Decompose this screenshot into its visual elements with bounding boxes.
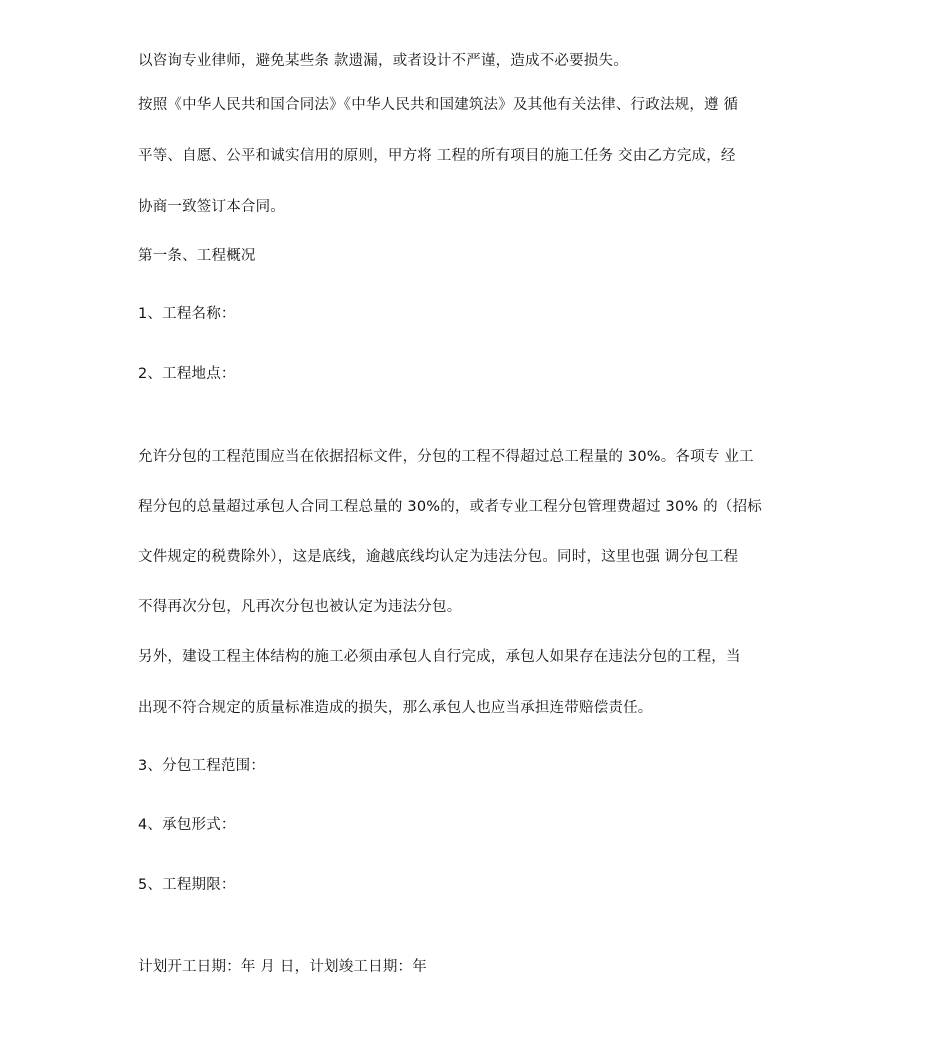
- field-label: 2、工程地点：: [138, 366, 236, 382]
- paragraph-line: 出现不符合规定的质量标准造成的损失，那么承包人也应当承担连带赔偿责任。: [138, 700, 653, 716]
- section-heading: 第一条、工程概况: [138, 248, 256, 264]
- paragraph-line: 按照《中华人民共和国合同法》《中华人民共和国建筑法》及其他有关法律、行政法规，遵 循: [138, 97, 739, 113]
- schedule-line: 计划开工日期：年 月 日，计划竣工日期：年: [138, 959, 427, 975]
- paragraph-line: 平等、自愿、公平和诚实信用的原则，甲方将 工程的所有项目的施工任务 交由乙方完成，经: [138, 148, 736, 164]
- paragraph-line: 协商一致签订本合同。: [138, 199, 285, 215]
- paragraph-line: 文件规定的税费除外），这是底线，逾越底线均认定为违法分包。同时，这里也强 调分包工程: [138, 549, 739, 565]
- paragraph-line: 允许分包的工程范围应当在依据招标文件，分包的工程不得超过总工程量的 30%。各项专 业工: [138, 449, 754, 465]
- paragraph-line: 程分包的总量超过承包人合同工程总量的 30%的，或者专业工程分包管理费超过 30% 的（招标: [138, 499, 762, 515]
- paragraph-line: 另外，建设工程主体结构的施工必须由承包人自行完成，承包人如果存在违法分包的工程，当: [138, 649, 741, 665]
- paragraph-line: 以咨询专业律师，避免某些条 款遗漏，或者设计不严谨，造成不必要损失。: [138, 53, 628, 69]
- field-label: 5、工程期限：: [138, 877, 236, 893]
- field-label: 3、分包工程范围：: [138, 758, 266, 774]
- field-label: 4、承包形式：: [138, 817, 236, 833]
- paragraph-line: 不得再次分包，凡再次分包也被认定为违法分包。: [138, 599, 462, 615]
- field-label: 1、工程名称：: [138, 306, 236, 322]
